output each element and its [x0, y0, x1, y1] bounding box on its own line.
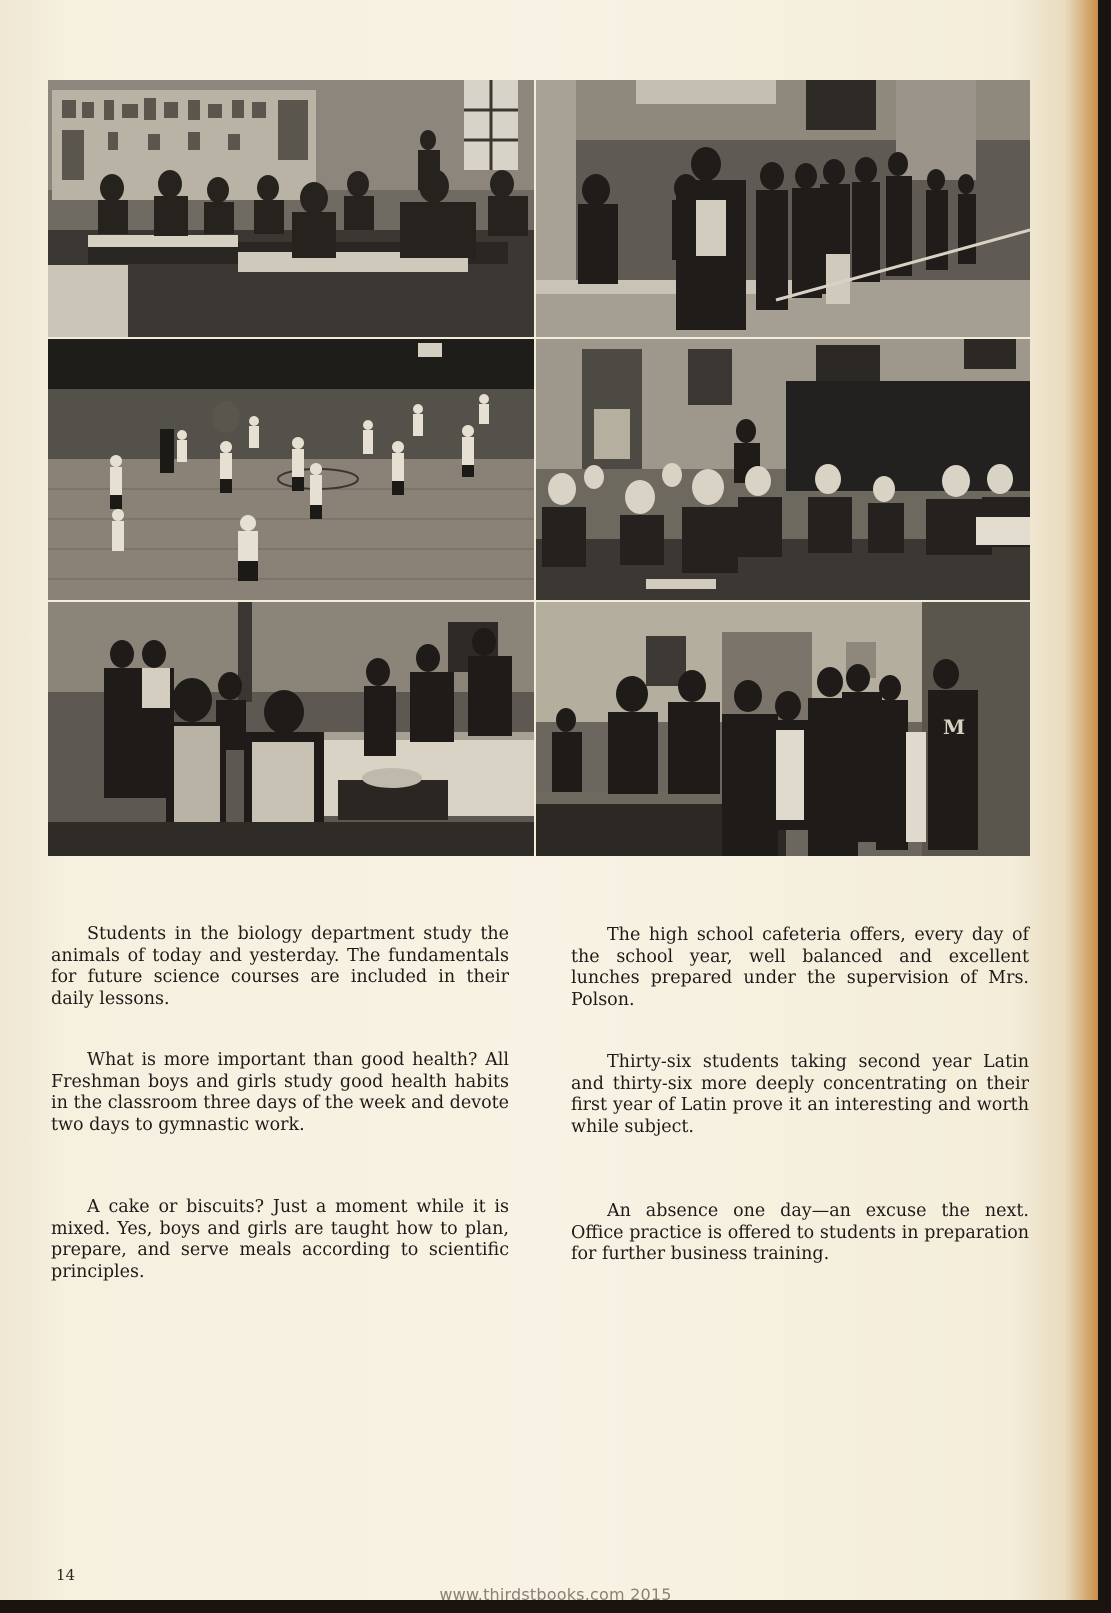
caption-latin — [571, 1052, 1029, 1138]
cafeteria-line-photo — [536, 80, 1030, 337]
watermark: www.thirdstbooks.com 2015 — [439, 1585, 672, 1604]
caption-office-text: An absence one day—an excuse the next. Office practice is offered to students in preparation for further business training. — [571, 1201, 1029, 1264]
office-practice-photo — [536, 602, 1030, 856]
caption-latin-text: Thirty-six students taking second year Latin and thirty-six more deeply concentrating on their first year of Latin prove it an interesting and worth while subject. — [571, 1052, 1029, 1137]
gymnasium-class-photo — [48, 339, 534, 600]
cooking-class-photo — [48, 602, 534, 856]
caption-health-text: What is more important than good health? All Freshman boys and girls study good health habits in the classroom three days of the week and devote two days to gymnastic work. — [51, 1050, 509, 1135]
caption-cooking-text: A cake or biscuits? Just a moment while it is mixed. Yes, boys and girls are taught how to plan, prepare, and serve meals according to scientific principles. — [51, 1197, 509, 1282]
biology-classroom-photo — [48, 80, 534, 337]
caption-cafeteria-text: The high school cafeteria offers, every day of the school year, well balanced and excellent lunches prepared under the supervision of Mrs. Polson. — [571, 925, 1029, 1010]
caption-office — [571, 1201, 1029, 1266]
caption-cooking — [51, 1197, 509, 1283]
page-number: 14 — [56, 1566, 76, 1584]
latin-classroom-photo — [536, 339, 1030, 600]
caption-biology-text: Students in the biology department study the animals of today and yesterday. The fundamentals for future science courses are included in their daily lessons. — [51, 924, 509, 1009]
svg-text:M: M — [943, 715, 966, 739]
caption-biology — [51, 924, 509, 1010]
caption-health — [51, 1050, 509, 1136]
photo-grid — [48, 80, 1030, 854]
caption-cafeteria — [571, 925, 1029, 1011]
